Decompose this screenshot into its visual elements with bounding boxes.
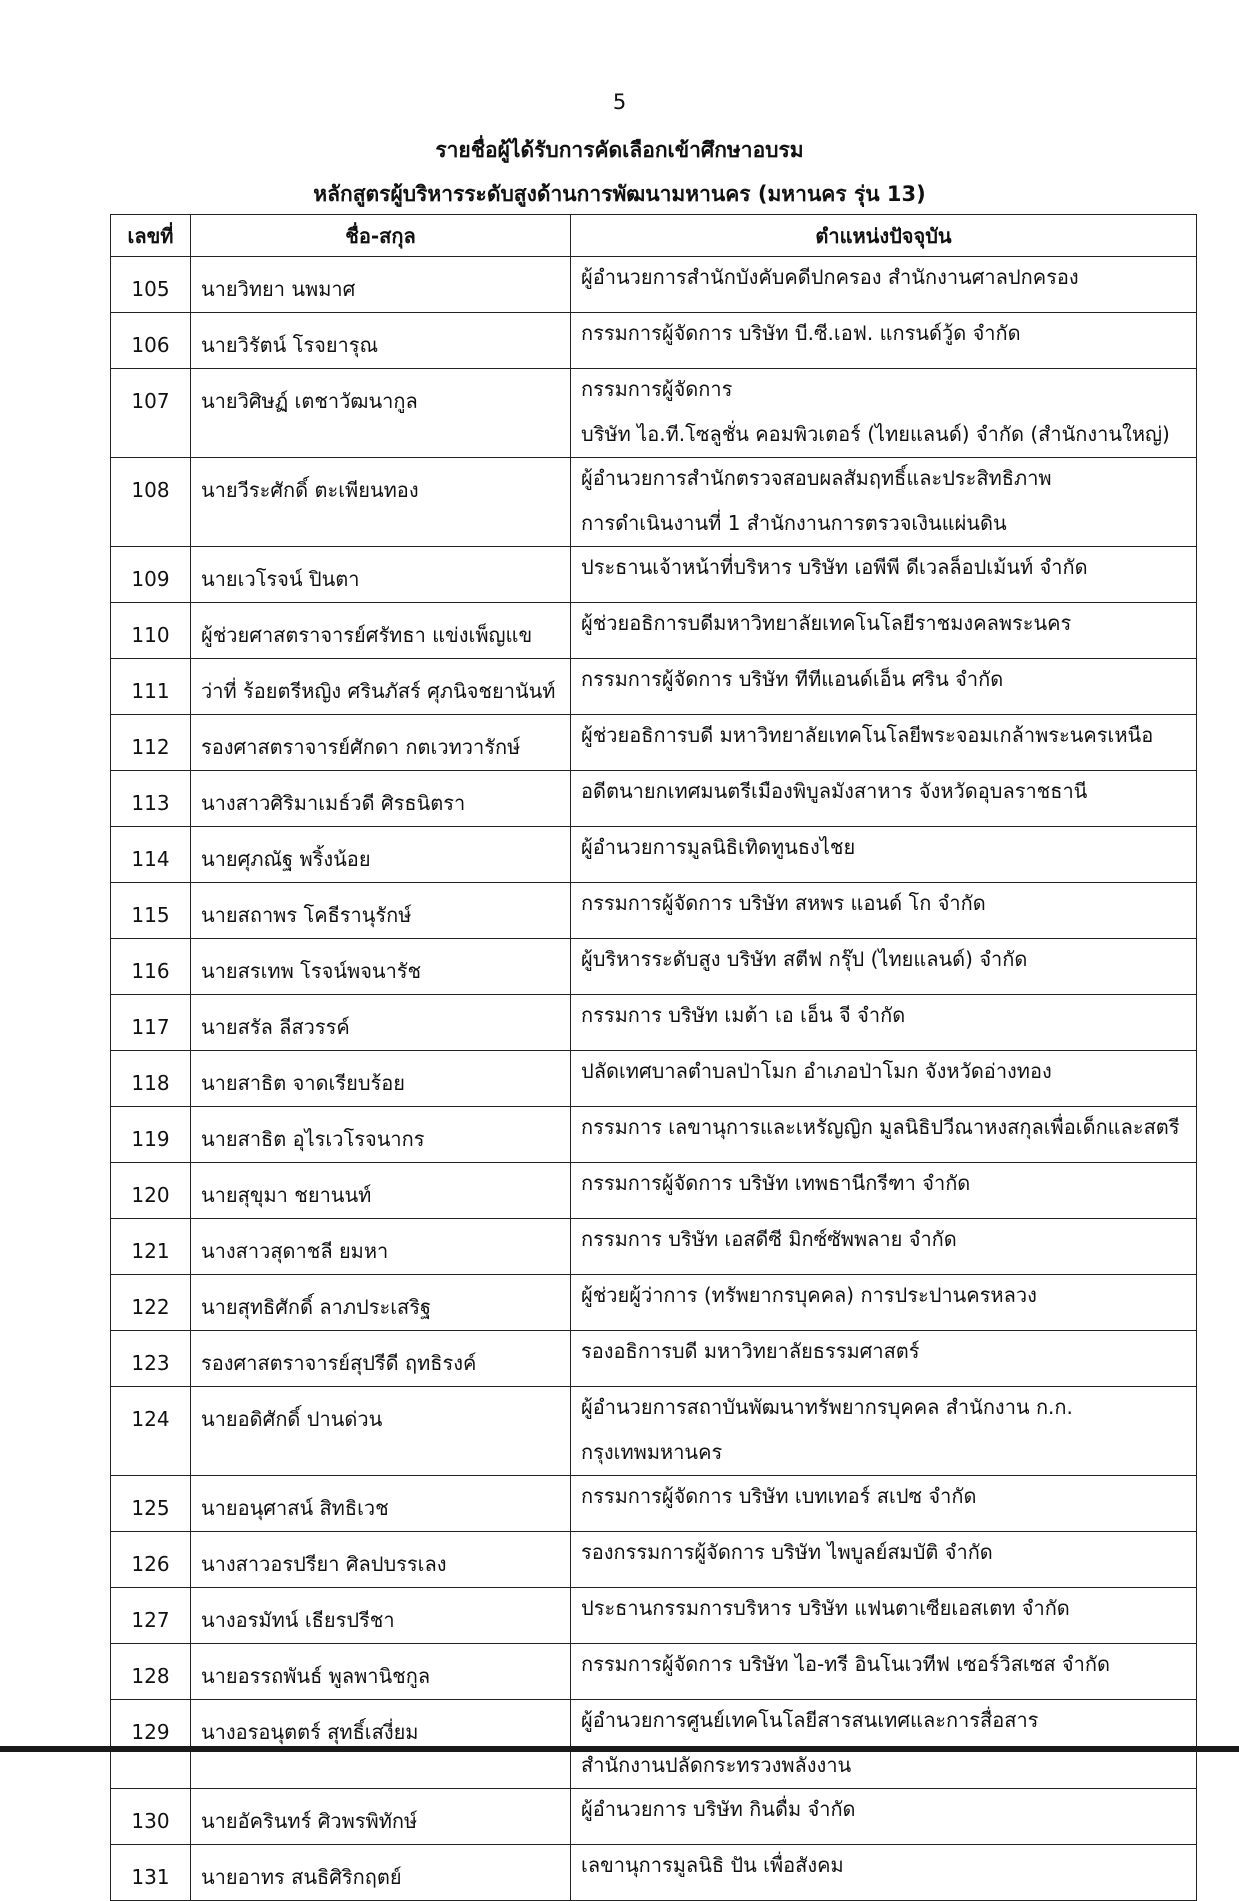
row-name: นายสรเทพ โรจน์พจนารัช xyxy=(191,939,571,995)
row-position xyxy=(571,883,1197,939)
position-line: ผู้อำนวยการศูนย์เทคโนโลยีสารสนเทศและการสื่อสาร xyxy=(581,1708,1039,1732)
position-line: สำนักงานปลัดกระทรวงพลังงาน xyxy=(581,1753,852,1777)
table-row xyxy=(111,995,1197,1051)
row-number: 111 xyxy=(111,659,191,715)
position-line: ประธานกรรมการบริหาร บริษัท แฟนตาเซียเอสเตท จำกัด xyxy=(581,1596,1070,1620)
row-number: 129 xyxy=(111,1700,191,1789)
table-row xyxy=(111,547,1197,603)
row-number: 127 xyxy=(111,1588,191,1644)
position-line: ผู้อำนวยการมูลนิธิเทิดทูนธงไชย xyxy=(581,835,856,859)
row-position xyxy=(571,458,1197,547)
position-line: ประธานเจ้าหน้าที่บริหาร บริษัท เอพีพี ดีเวลล็อปเม้นท์ จำกัด xyxy=(581,555,1088,579)
table-row xyxy=(111,1163,1197,1219)
row-number: 108 xyxy=(111,458,191,547)
row-name: นายสรัล ลีสวรรค์ xyxy=(191,995,571,1051)
table-row xyxy=(111,939,1197,995)
document-subtitle: หลักสูตรผู้บริหารระดับสูงด้านการพัฒนามหานคร (มหานคร รุ่น 13) xyxy=(313,182,926,206)
row-number: 116 xyxy=(111,939,191,995)
row-number: 117 xyxy=(111,995,191,1051)
row-name: ผู้ช่วยศาสตราจารย์ศรัทธา แข่งเพ็ญแข xyxy=(191,603,571,659)
row-number: 130 xyxy=(111,1789,191,1845)
row-position xyxy=(571,1275,1197,1331)
table-row xyxy=(111,369,1197,458)
position-line: กรรมการผู้จัดการ บริษัท ทีทีแอนด์เอ็น ศริน จำกัด xyxy=(581,667,1004,691)
row-position xyxy=(571,1588,1197,1644)
row-position xyxy=(571,659,1197,715)
row-number: 125 xyxy=(111,1476,191,1532)
position-line: ผู้อำนวยการสถาบันพัฒนาทรัพยากรบุคคล สำนักงาน ก.ก. xyxy=(581,1395,1073,1419)
row-number: 131 xyxy=(111,1845,191,1901)
position-line: อดีตนายกเทศมนตรีเมืองพิบูลมังสาหาร จังหวัดอุบลราชธานี xyxy=(581,779,1088,803)
row-number: 107 xyxy=(111,369,191,458)
document-title: รายชื่อผู้ได้รับการคัดเลือกเข้าศึกษาอบรม xyxy=(435,138,804,162)
position-line: กรรมการผู้จัดการ xyxy=(581,377,733,401)
row-name: นายสุทธิศักดิ์ ลาภประเสริฐ xyxy=(191,1275,571,1331)
table-row xyxy=(111,659,1197,715)
row-position xyxy=(571,1387,1197,1476)
row-name: นายวิทยา นพมาศ xyxy=(191,257,571,313)
table-row xyxy=(111,257,1197,313)
row-position xyxy=(571,257,1197,313)
row-position xyxy=(571,1051,1197,1107)
row-name: นางอรมัทน์ เธียรปรีชา xyxy=(191,1588,571,1644)
row-name: นายสุขุมา ชยานนท์ xyxy=(191,1163,571,1219)
header-name: ชื่อ-สกุล xyxy=(191,215,571,257)
row-number: 106 xyxy=(111,313,191,369)
position-line: ผู้ช่วยอธิการบดี มหาวิทยาลัยเทคโนโลยีพระจอมเกล้าพระนครเหนือ xyxy=(581,723,1154,747)
row-number: 119 xyxy=(111,1107,191,1163)
row-name: นายสาธิต จาดเรียบร้อย xyxy=(191,1051,571,1107)
position-line: กรุงเทพมหานคร xyxy=(581,1440,723,1464)
table-body xyxy=(111,257,1197,1901)
row-position xyxy=(571,1219,1197,1275)
row-number: 112 xyxy=(111,715,191,771)
row-position xyxy=(571,1476,1197,1532)
table-row xyxy=(111,458,1197,547)
table-row xyxy=(111,827,1197,883)
position-line: ผู้บริหารระดับสูง บริษัท สตีฟ กรุ๊ป (ไทยแลนด์) จำกัด xyxy=(581,947,1028,971)
table-header-row xyxy=(111,215,1197,257)
table-row xyxy=(111,603,1197,659)
row-number: 124 xyxy=(111,1387,191,1476)
row-number: 105 xyxy=(111,257,191,313)
position-line: ผู้อำนวยการ บริษัท กินดื่ม จำกัด xyxy=(581,1797,856,1821)
row-position xyxy=(571,1845,1197,1901)
table-row xyxy=(111,1644,1197,1700)
row-position xyxy=(571,827,1197,883)
position-line: ผู้อำนวยการสำนักตรวจสอบผลสัมฤทธิ์และประสิทธิภาพ xyxy=(581,466,1052,490)
scan-edge-bar xyxy=(0,1746,1239,1752)
row-name: นายอัครินทร์ ศิวพรพิทักษ์ xyxy=(191,1789,571,1845)
row-number: 121 xyxy=(111,1219,191,1275)
table-row xyxy=(111,1107,1197,1163)
page-number: 5 xyxy=(612,90,627,114)
row-name: นายอดิศักดิ์ ปานด่วน xyxy=(191,1387,571,1476)
row-name: นางอรอนุตตร์ สุทธิ์เสงี่ยม xyxy=(191,1700,571,1789)
row-name: นายอาทร สนธิศิริกฤตย์ xyxy=(191,1845,571,1901)
row-name: นายสาธิต อุไรเวโรจนากร xyxy=(191,1107,571,1163)
position-line: กรรมการผู้จัดการ บริษัท เทพธานีกรีฑา จำกัด xyxy=(581,1171,971,1195)
table-row xyxy=(111,771,1197,827)
row-position xyxy=(571,1107,1197,1163)
row-number: 126 xyxy=(111,1532,191,1588)
row-position xyxy=(571,1789,1197,1845)
row-name: รองศาสตราจารย์ศักดา กตเวทวารักษ์ xyxy=(191,715,571,771)
table-row xyxy=(111,1845,1197,1901)
row-number: 120 xyxy=(111,1163,191,1219)
table-row xyxy=(111,1219,1197,1275)
row-number: 122 xyxy=(111,1275,191,1331)
row-position xyxy=(571,1163,1197,1219)
row-position xyxy=(571,995,1197,1051)
table-row xyxy=(111,1387,1197,1476)
table-row xyxy=(111,1588,1197,1644)
position-line: กรรมการ เลขานุการและเหรัญญิก มูลนิธิปวีณาหงสกุลเพื่อเด็กและสตรี xyxy=(581,1115,1180,1139)
table-row xyxy=(111,1700,1197,1789)
position-line: กรรมการผู้จัดการ บริษัท สหพร แอนด์ โก จำกัด xyxy=(581,891,986,915)
position-line: กรรมการผู้จัดการ บริษัท เบทเทอร์ สเปซ จำกัด xyxy=(581,1484,977,1508)
position-line: รองอธิการบดี มหาวิทยาลัยธรรมศาสตร์ xyxy=(581,1339,920,1363)
participants-table xyxy=(110,214,1197,1901)
position-line: ปลัดเทศบาลตำบลป่าโมก อำเภอป่าโมก จังหวัดอ่างทอง xyxy=(581,1059,1052,1083)
row-position xyxy=(571,1700,1197,1789)
position-line: ผู้อำนวยการสำนักบังคับคดีปกครอง สำนักงานศาลปกครอง xyxy=(581,265,1079,289)
table-row xyxy=(111,1275,1197,1331)
row-number: 109 xyxy=(111,547,191,603)
table-row xyxy=(111,313,1197,369)
row-name: รองศาสตราจารย์สุปรีดี ฤทธิรงค์ xyxy=(191,1331,571,1387)
row-name: นายวิรัตน์ โรจยารุณ xyxy=(191,313,571,369)
row-name: นายวีระศักดิ์ ตะเพียนทอง xyxy=(191,458,571,547)
row-number: 110 xyxy=(111,603,191,659)
position-line: กรรมการผู้จัดการ บริษัท บี.ซี.เอฟ. แกรนด์วู้ด จำกัด xyxy=(581,321,1021,345)
table-row xyxy=(111,1051,1197,1107)
position-line: กรรมการผู้จัดการ บริษัท ไอ-ทรี อินโนเวทีฟ เซอร์วิสเซส จำกัด xyxy=(581,1652,1110,1676)
row-position xyxy=(571,547,1197,603)
row-number: 128 xyxy=(111,1644,191,1700)
row-name: นายสถาพร โคธีรานุรักษ์ xyxy=(191,883,571,939)
position-line: กรรมการ บริษัท เอสดีซี มิกซ์ซัพพลาย จำกัด xyxy=(581,1227,957,1251)
position-line: ผู้ช่วยอธิการบดีมหาวิทยาลัยเทคโนโลยีราชมงคลพระนคร xyxy=(581,611,1072,635)
table-row xyxy=(111,1331,1197,1387)
header-number: เลขที่ xyxy=(111,215,191,257)
row-position xyxy=(571,369,1197,458)
position-line: รองกรรมการผู้จัดการ บริษัท ไพบูลย์สมบัติ จำกัด xyxy=(581,1540,993,1564)
table-row xyxy=(111,1476,1197,1532)
table-row xyxy=(111,883,1197,939)
position-line: กรรมการ บริษัท เมต้า เอ เอ็น จี จำกัด xyxy=(581,1003,906,1027)
row-name: นายวิศิษฏ์ เตชาวัฒนากูล xyxy=(191,369,571,458)
table-row xyxy=(111,1532,1197,1588)
position-line: เลขานุการมูลนิธิ ปัน เพื่อสังคม xyxy=(581,1853,844,1877)
header-position: ตำแหน่งปัจจุบัน xyxy=(571,215,1197,257)
table-row xyxy=(111,715,1197,771)
row-position xyxy=(571,313,1197,369)
row-position xyxy=(571,939,1197,995)
row-number: 115 xyxy=(111,883,191,939)
position-line: บริษัท ไอ.ที.โซลูชั่น คอมพิวเตอร์ (ไทยแลนด์) จำกัด (สำนักงานใหญ่) xyxy=(581,422,1170,446)
row-position xyxy=(571,771,1197,827)
row-name: นายเวโรจน์ ปินตา xyxy=(191,547,571,603)
position-line: ผู้ช่วยผู้ว่าการ (ทรัพยากรบุคคล) การประปานครหลวง xyxy=(581,1283,1037,1307)
row-position xyxy=(571,1532,1197,1588)
row-name: นายอนุศาสน์ สิทธิเวช xyxy=(191,1476,571,1532)
row-number: 113 xyxy=(111,771,191,827)
position-line: การดำเนินงานที่ 1 สำนักงานการตรวจเงินแผ่นดิน xyxy=(581,511,1007,535)
row-name: นายศุภณัฐ พริ้งน้อย xyxy=(191,827,571,883)
row-number: 118 xyxy=(111,1051,191,1107)
row-name: นายอรรถพันธ์ พูลพานิชกูล xyxy=(191,1644,571,1700)
row-number: 114 xyxy=(111,827,191,883)
table-row xyxy=(111,1789,1197,1845)
row-name: นางสาวอรปรียา ศิลปบรรเลง xyxy=(191,1532,571,1588)
row-position xyxy=(571,1644,1197,1700)
row-number: 123 xyxy=(111,1331,191,1387)
row-name: นางสาวศิริมาเมธ์วดี ศิรธนิตรา xyxy=(191,771,571,827)
row-name: นางสาวสุดาชลี ยมหา xyxy=(191,1219,571,1275)
row-position xyxy=(571,715,1197,771)
row-position xyxy=(571,1331,1197,1387)
row-position xyxy=(571,603,1197,659)
row-name: ว่าที่ ร้อยตรีหญิง ศรินภัสร์ ศุภนิจชยานันท์ xyxy=(191,659,571,715)
